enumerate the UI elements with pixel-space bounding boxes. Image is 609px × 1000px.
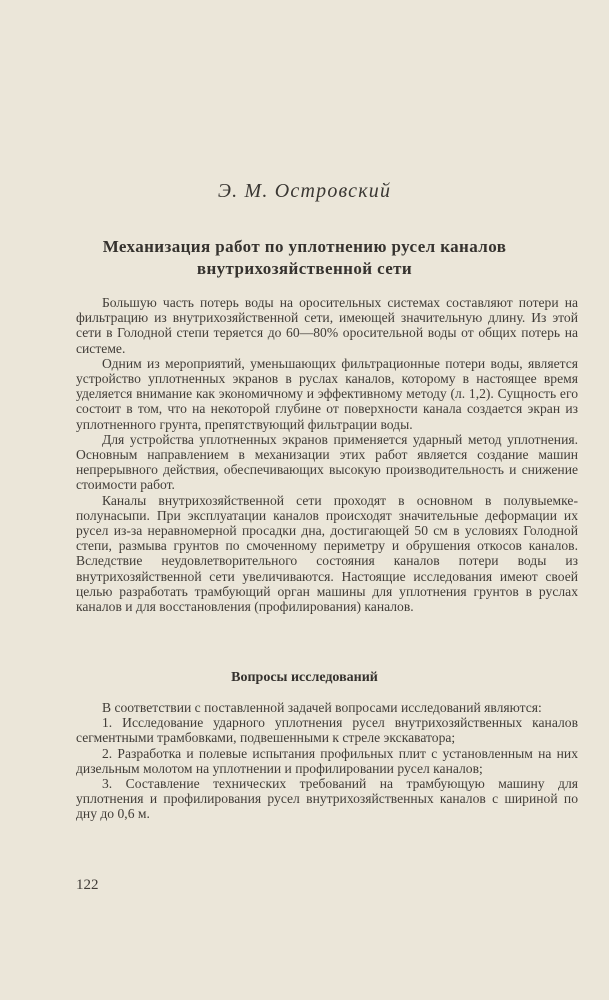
intro-body: [76, 295, 578, 614]
page-number: 122: [76, 877, 99, 893]
list-item: 1. Исследование ударного уплотнения русел внутрихозяйственных каналов сегментными трамбовками, подвешенными к стреле экскаватора;: [76, 715, 578, 746]
author-name: Э. М. Островский: [217, 180, 392, 202]
paragraph: Для устройства уплотненных экранов применяется ударный метод уплотнения. Основным направлением в механизации этих работ является создание машин непрерывного действия, обеспечивающих высокую производительность и снижение стоимости работ.: [76, 431, 578, 493]
section-body: [76, 700, 578, 822]
list-item: 2. Разработка и полевые испытания профильных плит с установленным на них дизельным молотом на уплотнении и профилировании русел каналов;: [76, 745, 578, 776]
article-title: [60, 236, 549, 280]
paragraph: В соответствии с поставленной задачей вопросами исследований являются:: [102, 700, 542, 715]
title-line-1: Механизация работ по уплотнению русел каналов: [102, 237, 507, 256]
section-heading: Вопросы исследований: [231, 670, 378, 685]
list-item: 3. Составление технических требований на трамбующую машину для уплотнения и профилирования русел внутрихозяйственных каналов с шириной по дну до 0,6 м.: [76, 776, 578, 822]
paragraph: Каналы внутрихозяйственной сети проходят в основном в полувыемке-полунасыпи. При эксплуатации каналов происходят значительные деформации их русел из-за неравномерной просадки дна, достигающей 50 см в условиях Голодной степи, размыва грунтов по смоченному периметру и обрушения откосов каналов. Вследствие неудовлетворительного состояния каналов потери воды из внутрихозяйственной сети увеличиваются. Настоящие исследования имеют своей целью разработать трамбующий орган машины для уплотнения грунтов в руслах каналов и для восстановления (профилирования) каналов.: [76, 492, 578, 615]
paragraph: Большую часть потерь воды на оросительных системах составляют потери на фильтрацию из внутрихозяйственной сети, имеющей значительную длину. Из этой сети в Голодной степи теряется до 60—80% оросительной воды от общих потерь на системе.: [76, 295, 578, 356]
paragraph: Одним из мероприятий, уменьшающих фильтрационные потери воды, является устройство уплотненных экранов в руслах каналов, которому в настоящее время уделяется внимание как экономичному и эффективному методу (л. 1,2). Сущность его состоит в том, что на некоторой глубине от поверхности канала создается экран из уплотненного грунта, препятствующий фильтрации воды.: [76, 355, 578, 432]
title-line-2: внутрихозяйственной сети: [196, 259, 413, 278]
